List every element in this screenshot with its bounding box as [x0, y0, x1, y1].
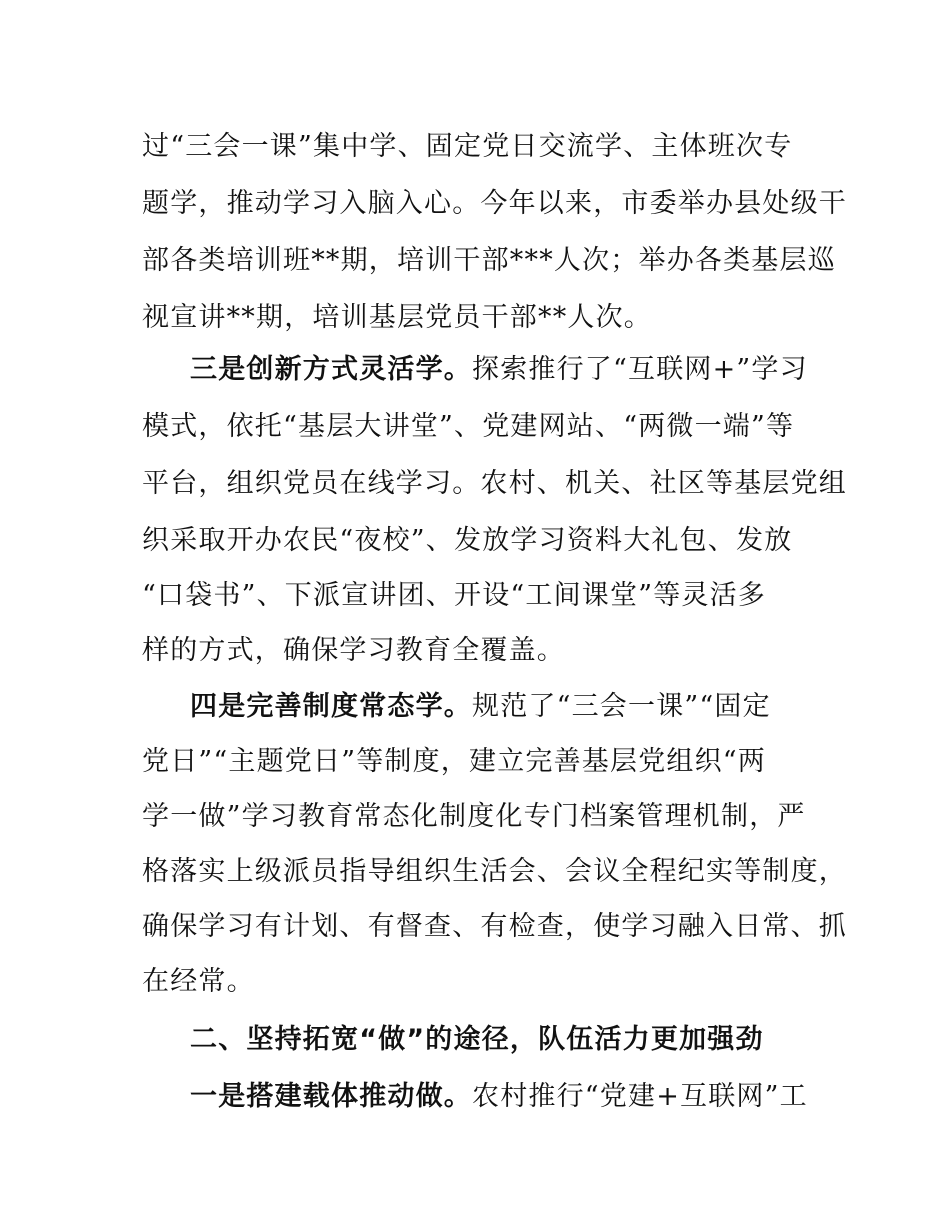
- paragraph-first-line: [190, 678, 880, 736]
- text-line: 过“三会一课”集中学、固定党日交流学、主体班次专: [142, 131, 793, 162]
- text-line: 织采取开办农民“夜校”、发放学习资料大礼包、发放: [142, 525, 793, 556]
- paragraph-lead-bold: 四是完善制度常态学。: [190, 691, 472, 722]
- paragraph-text: 农村推行“党建+互联网”工: [472, 1081, 808, 1112]
- text-line: 平台，组织党员在线学习。农村、机关、社区等基层党组: [142, 468, 847, 499]
- text-line: 党日”“主题党日”等制度，建立完善基层党组织“两: [142, 746, 767, 777]
- paragraph-lead-bold: 三是创新方式灵活学。: [190, 354, 472, 385]
- paragraph-lead-bold: 一是搭建载体推动做。: [190, 1081, 472, 1112]
- text-line: 视宣讲**期，培训基层党员干部**人次。: [142, 302, 652, 333]
- paragraph-text: 探索推行了“互联网+”学习: [472, 354, 808, 385]
- text-line: “口袋书”、下派宣讲团、开设“工间课堂”等灵活多: [142, 580, 767, 611]
- text-line: 学一做”学习教育常态化制度化专门档案管理机制，严: [142, 801, 806, 832]
- paragraph-text: 规范了“三会一课”“固定: [472, 691, 771, 722]
- text-line: 样的方式，确保学习教育全覆盖。: [142, 635, 565, 666]
- text-line: 模式，依托“基层大讲堂”、党建网站、“两微一端”等: [142, 411, 795, 442]
- paragraph-first-line: [190, 1068, 880, 1126]
- text-line: 在经常。: [142, 966, 255, 997]
- section-heading: 二、坚持拓宽“做”的途径，队伍活力更加强劲: [190, 1024, 764, 1055]
- text-line: 格落实上级派员指导组织生活会、会议全程纪实等制度，: [142, 856, 847, 887]
- text-line: 部各类培训班**期，培训干部***人次；举办各类基层巡: [142, 245, 836, 276]
- paragraph-first-line: [190, 341, 880, 399]
- text-line: 确保学习有计划、有督查、有检查，使学习融入日常、抓: [142, 911, 847, 942]
- text-line: 题学，推动学习入脑入心。今年以来，市委举办县处级干: [142, 188, 847, 219]
